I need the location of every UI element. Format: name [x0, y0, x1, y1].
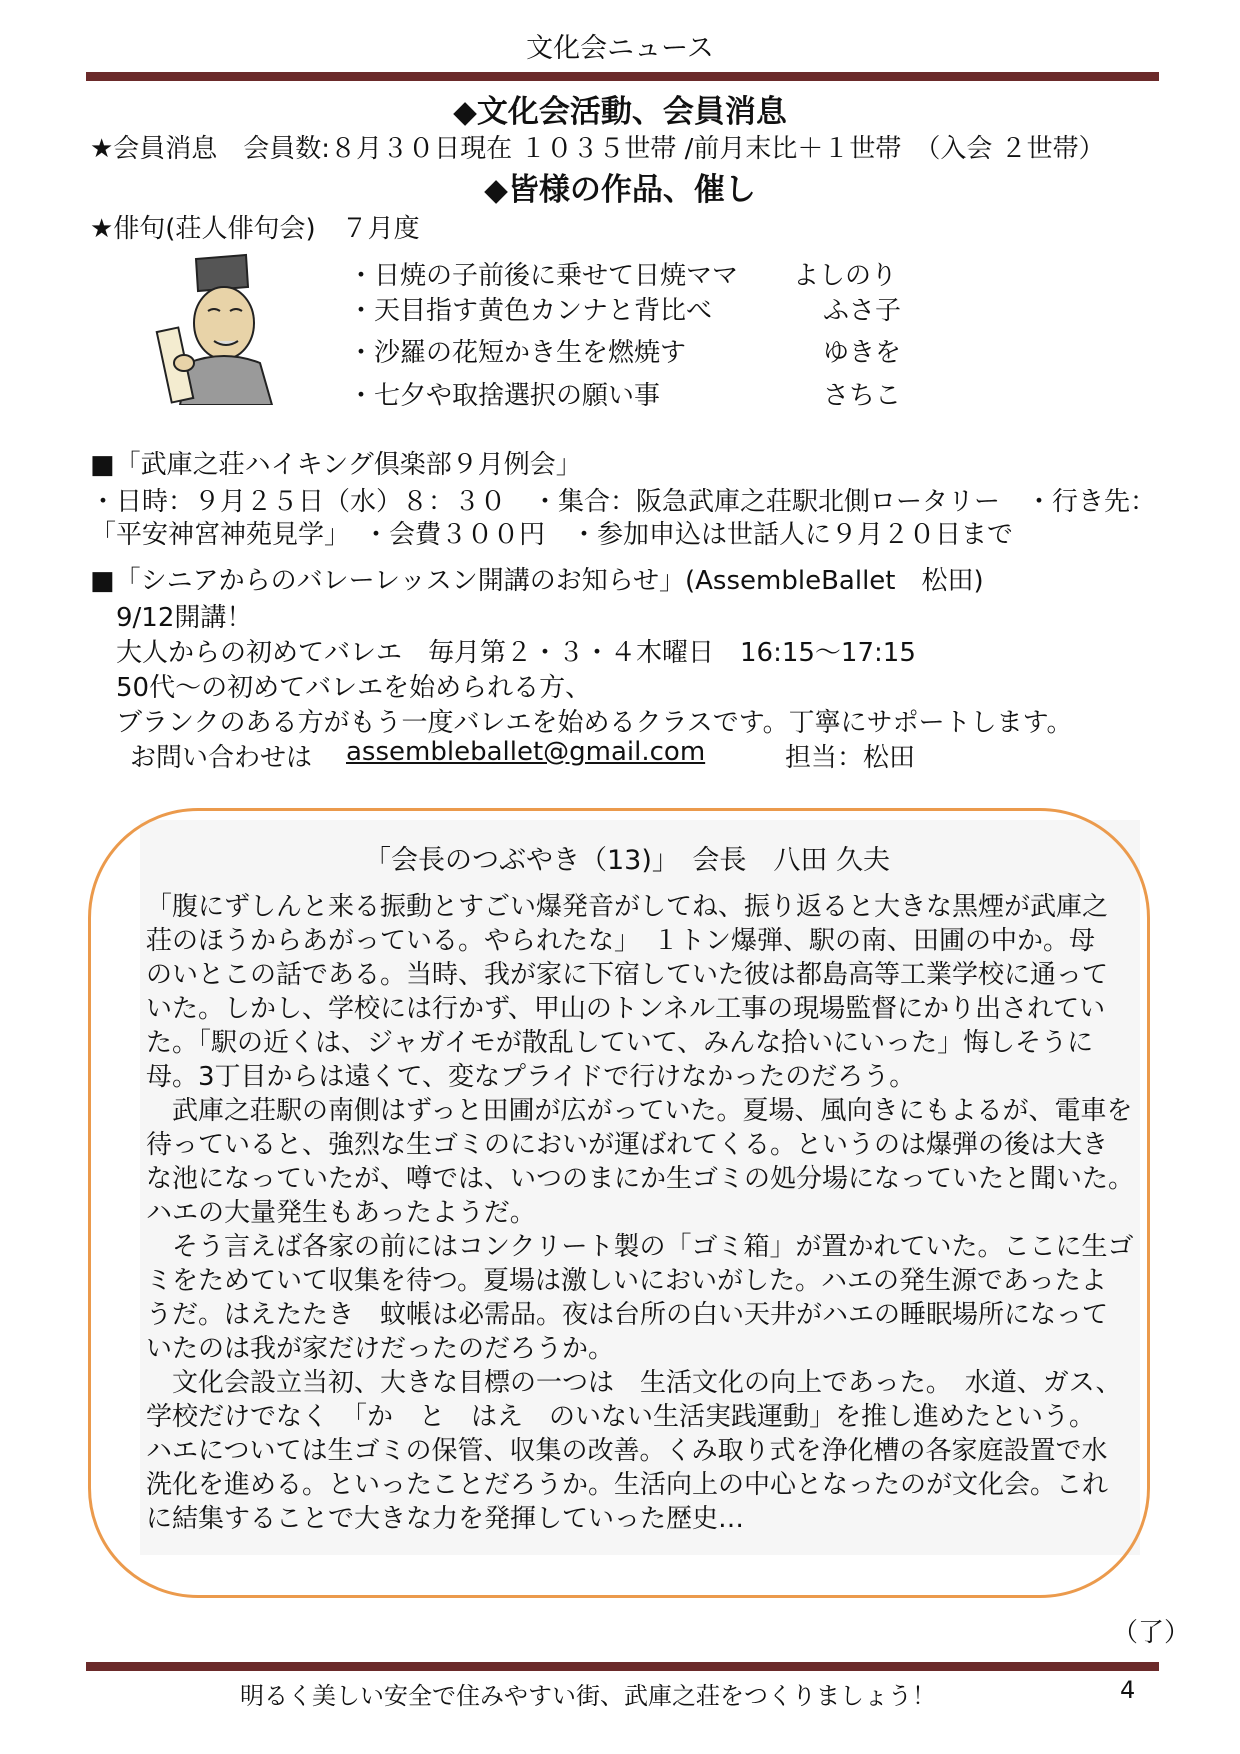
footer-slogan: 明るく美しい安全で住みやすい街、武庫之荘をつくりましょう！ — [240, 1682, 936, 1710]
haiku-heading: ★俳句(荘人俳句会) ７月度 — [90, 214, 420, 244]
members-news: ★会員消息 会員数:８月３０日現在 １０３５世帯 /前月末比＋１世帯 （入会 ２世帯） — [90, 134, 1105, 164]
column-line-12: ミをためていて収集を待つ。夏場は激しいにおいがした。ハエの発生源であったよ — [146, 1266, 1107, 1296]
column-line-14: いたのは我が家だけだったのだろうか。 — [146, 1334, 615, 1364]
haiku-poem-1: ・日焼の子前後に乗せて日焼ママ — [348, 261, 739, 291]
haiku-author-3: ゆきを — [823, 338, 902, 368]
page-number: 4 — [1120, 1676, 1136, 1704]
column-line-8: 待っていると、強烈な生ゴミのにおいが運ばれてくる。というのは爆弾の後は大き — [146, 1130, 1109, 1160]
haiku-author-2: ふさ子 — [823, 296, 902, 326]
hiking-heading: ■「武庫之荘ハイキング倶楽部９月例会」 — [90, 450, 582, 480]
column-line-18: 洗化を進める。といったことだろうか。生活向上の中心となったのが文化会。これ — [146, 1470, 1109, 1500]
haiku-author-1: よしのり — [793, 261, 898, 291]
header-rule — [86, 72, 1159, 81]
ballet-line-4: ブランクのある方がもう一度バレエを始めるクラスです。丁寧にサポートします。 — [116, 708, 1073, 738]
column-line-2: 荘のほうからあがっている。やられたな」 １トン爆弾、駅の南、田圃の中か。母 — [146, 926, 1096, 956]
ballet-heading: ■「シニアからのバレーレッスン開講のお知らせ」(AssembleBallet 松田) — [90, 566, 984, 596]
haiku-poet-illustration — [150, 245, 290, 405]
haiku-poem-4: ・七夕や取捨選択の願い事 — [348, 381, 661, 411]
column-line-16: 学校だけでなく 「か と はえ のいない生活実践運動」を推し進めたという。 — [146, 1402, 1096, 1432]
column-line-15: 文化会設立当初、大きな目標の一つは 生活文化の向上であった。 水道、ガス、 — [146, 1368, 1122, 1398]
haiku-author-4: さちこ — [823, 381, 902, 411]
column-line-5: た。「駅の近くは、ジャガイモが散乱していて、みんな拾いにいった」悔しそうに — [146, 1028, 1094, 1058]
column-line-1: 「腹にずしんと来る振動とすごい爆発音がしてね、振り返ると大きな黒煙が武庫之 — [146, 892, 1109, 922]
footer-rule — [86, 1662, 1159, 1671]
column-line-4: いた。しかし、学校には行かず、甲山のトンネル工事の現場監督にかり出されてい — [146, 994, 1106, 1024]
ballet-contact-email[interactable]: assembleballet@gmail.com — [346, 737, 706, 767]
section-title-works: ◆皆様の作品、催し — [484, 172, 756, 208]
column-line-13: うだ。はえたたき 蚊帳は必需品。夜は台所の白い天井がハエの睡眠場所になって — [146, 1300, 1109, 1330]
ballet-line-2: 大人からの初めてバレエ 毎月第２・３・４木曜日 16:15～17:15 — [116, 638, 916, 668]
ballet-line-3: 50代～の初めてバレエを始められる方、 — [116, 673, 592, 703]
column-line-10: ハエの大量発生もあったようだ。 — [146, 1198, 536, 1228]
section-title-activities: ◆文化会活動、会員消息 — [453, 94, 787, 130]
ballet-contact-prefix: お問い合わせは — [130, 743, 313, 773]
hiking-details-2: 「平安神宮神苑見学」 ・会費３００円 ・参加申込は世話人に９月２０日まで — [90, 520, 1014, 550]
column-line-11: そう言えば各家の前にはコンクリート製の「ゴミ箱」が置かれていた。ここに生ゴ — [146, 1232, 1134, 1262]
ballet-line-1: 9/12開講！ — [116, 603, 253, 633]
column-line-9: な池になっていたが、噂では、いつのまにか生ゴミの処分場になっていたと聞いた。 — [146, 1164, 1135, 1194]
column-line-3: のいとこの話である。当時、我が家に下宿していた彼は都島高等工業学校に通って — [146, 960, 1109, 990]
column-title: 「会長のつぶやき（13)」 会長 八田 久夫 — [364, 845, 890, 876]
haiku-poem-2: ・天目指す黄色カンナと背比べ — [348, 296, 713, 326]
column-line-19: に結集することで大きな力を発揮していった歴史… — [146, 1504, 745, 1534]
column-line-17: ハエについては生ゴミの保管、収集の改善。くみ取り式を浄化槽の各家庭設置で水 — [146, 1436, 1108, 1466]
column-end-mark: （了） — [1112, 1618, 1191, 1648]
hiking-details-1: ・日時：９月２５日（水）８：３０ ・集合：阪急武庫之荘駅北側ロータリー ・行き先： — [90, 487, 1157, 517]
ballet-contact-person: 担当：松田 — [785, 743, 916, 773]
haiku-poem-3: ・沙羅の花短かき生を燃焼す — [348, 338, 687, 368]
column-line-6: 母。3丁目からは遠くて、変なプライドで行けなかったのだろう。 — [146, 1062, 916, 1092]
newsletter-title: 文化会ニュース — [526, 33, 714, 64]
column-line-7: 武庫之荘駅の南側はずっと田圃が広がっていた。夏場、風向きにもよるが、電車を — [146, 1096, 1133, 1126]
